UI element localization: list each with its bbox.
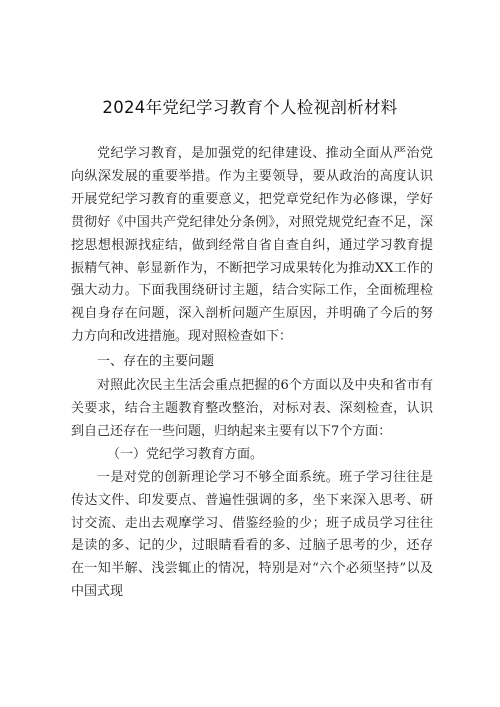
document-title: 2024年党纪学习教育个人检视剖析材料 (102, 98, 398, 117)
section-intro-paragraph: 对照此次民主生活会重点把握的6个方面以及中央和省市有关要求，结合主题教育整改整治，对标对表、深刻检查，认识到自己还存在一些问题，归纳起来主要有以下7个方面： (71, 378, 433, 439)
document-body (71, 143, 433, 604)
intro-paragraph: 党纪学习教育，是加强党的纪律建设、推动全面从严治党向纵深发展的重要举措。作为主要领导，要从政治的高度认识开展党纪学习教育的重要意义，把党章党纪作为必修课，学好贯彻好《中国共产党纪律处分条例》，对照党规党纪查不足，深挖思想根源找症结，做到经常自省自查自纠，通过学习教育提振精气神、彰显新作为，不断把学习成果转化为推动XX工作的强大动力。下面我围绕研讨主题，结合实际工作，全面梳理检视自身存在问题，深入剖析问题产生原因，并明确了今后的努力方向和改进措施。现对照检查如下： (71, 146, 433, 345)
subsection-heading: （一）党纪学习教育方面。 (107, 446, 264, 462)
subsection-paragraph: 一是对党的创新理论学习不够全面系统。班子学习往往是传达文件、印发要点、普遍性强调的多，坐下来深入思考、研讨交流、走出去观摩学习、借鉴经验的少；班子成员学习往往是读的多、记的少，过眼睛看看的多、过脑子思考的少，还存在一知半解、浅尝辄止的情况，特别是对“六个必须坚持”以及中国式现 (71, 469, 433, 600)
section-heading: 一、存在的主要问题 (97, 354, 215, 370)
